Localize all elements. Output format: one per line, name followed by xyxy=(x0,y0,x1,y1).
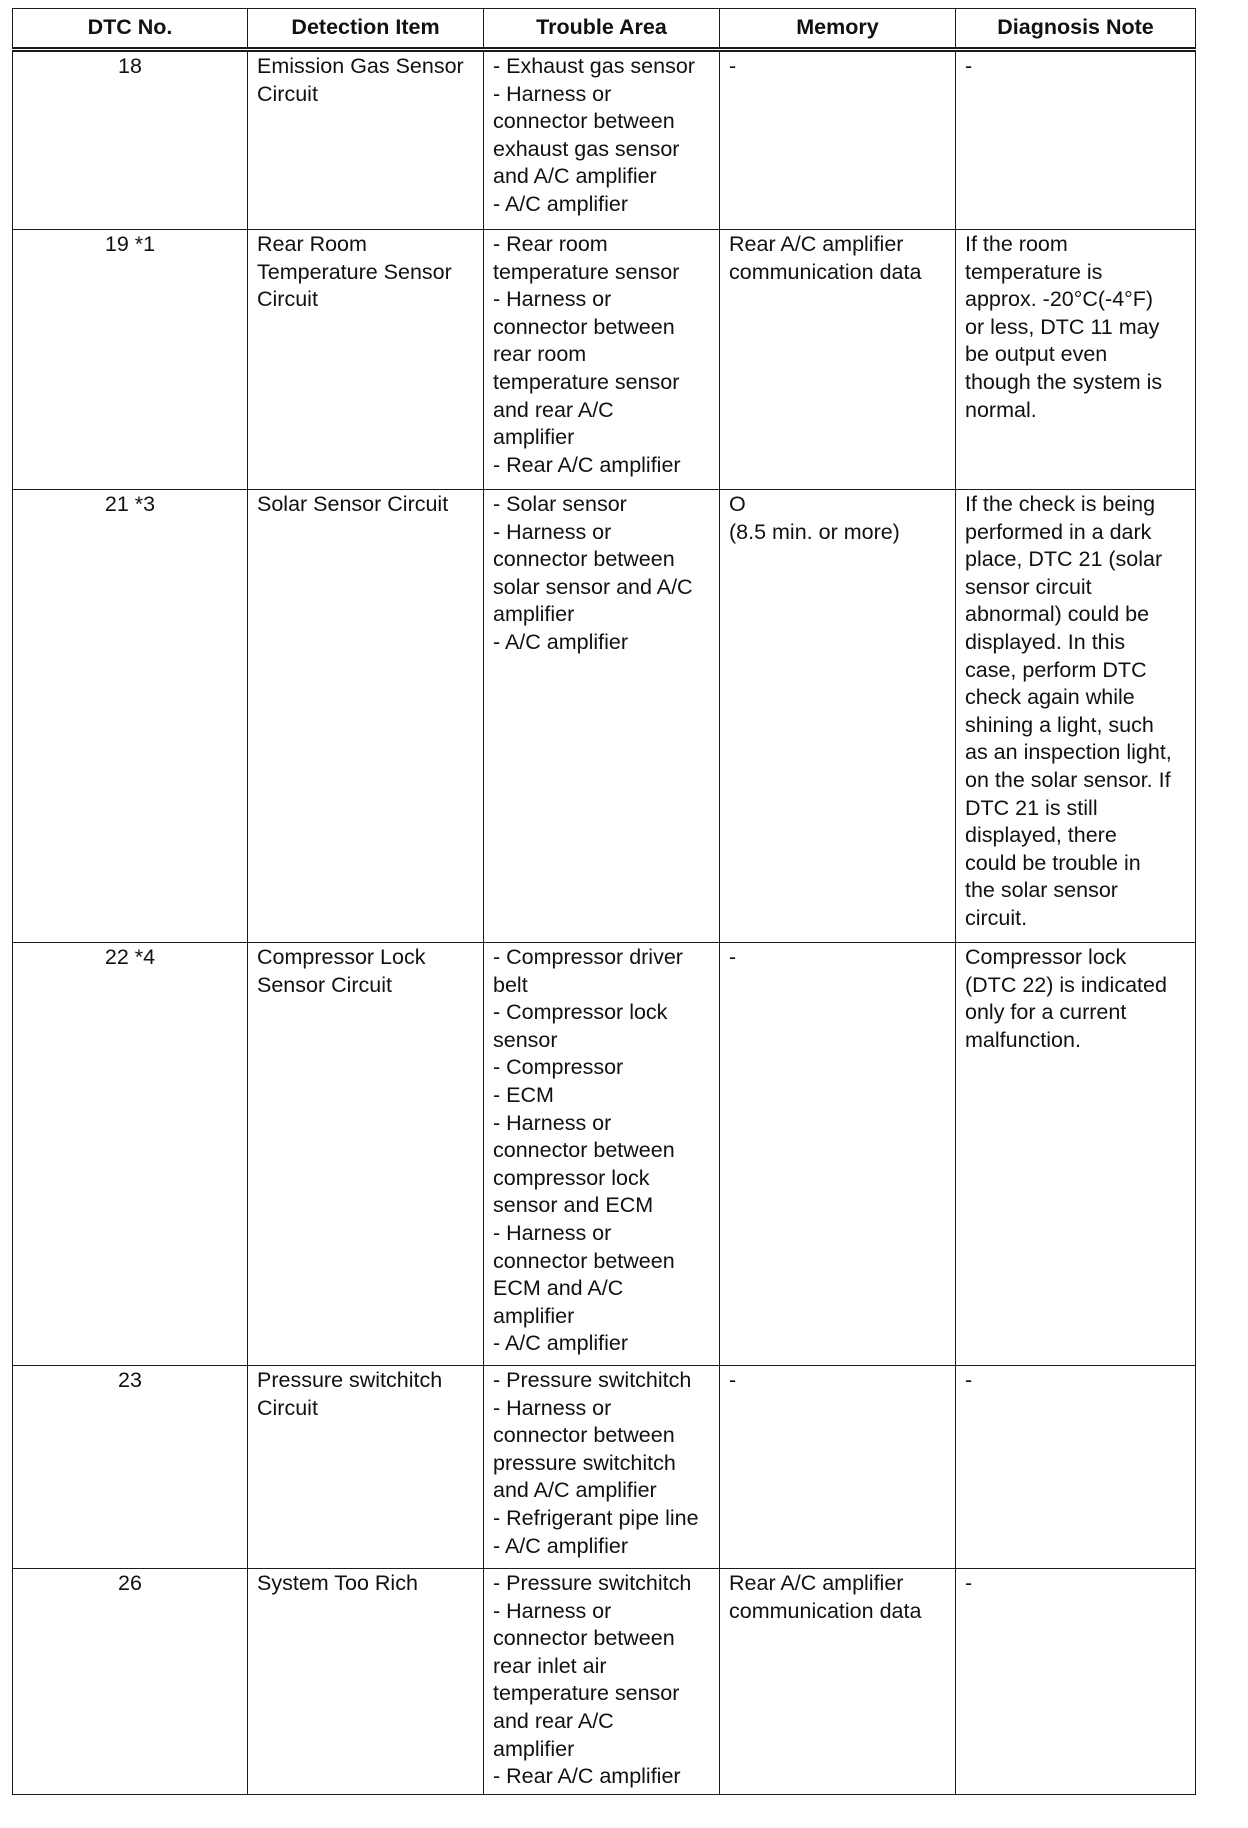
memory-cell: Rear A/C amplifier communication data xyxy=(720,1569,956,1795)
header-row xyxy=(13,9,1196,50)
dtc-number-cell: 22 *4 xyxy=(13,943,248,1366)
detection-item-cell: Compressor Lock Sensor Circuit xyxy=(248,943,484,1366)
detection-item-cell: Solar Sensor Circuit xyxy=(248,490,484,943)
diagnosis-note-cell: If the check is being performed in a dark place, DTC 21 (solar sensor circuit abnormal) could be displayed. In this case, perform DTC check again while shining a light, such as an inspection light, on the solar sensor. If DTC 21 is still displayed, there could be trouble in the solar sensor circuit. xyxy=(956,490,1196,943)
trouble-area-cell: - Exhaust gas sensor - Harness or connector between exhaust gas sensor and A/C amplifier - A/C amplifier xyxy=(484,50,720,230)
dtc-number-cell: 18 xyxy=(13,50,248,230)
diagnosis-note-cell: - xyxy=(956,1366,1196,1569)
header-dtc-no: DTC No. xyxy=(13,9,248,50)
header-trouble-area: Trouble Area xyxy=(484,9,720,50)
trouble-area-cell: - Pressure switchitch - Harness or connector between rear inlet air temperature sensor and rear A/C amplifier - Rear A/C amplifier xyxy=(484,1569,720,1795)
table-row xyxy=(13,230,1196,490)
table-row xyxy=(13,943,1196,1366)
header-detection-item: Detection Item xyxy=(248,9,484,50)
table-row xyxy=(13,50,1196,230)
header-memory: Memory xyxy=(720,9,956,50)
memory-cell: - xyxy=(720,1366,956,1569)
dtc-number-cell: 21 *3 xyxy=(13,490,248,943)
dtc-table xyxy=(12,8,1196,1795)
table-row xyxy=(13,1569,1196,1795)
diagnosis-note-cell: Compressor lock (DTC 22) is indicated only for a current malfunction. xyxy=(956,943,1196,1366)
diagnosis-note-cell: - xyxy=(956,50,1196,230)
table-row xyxy=(13,490,1196,943)
dtc-number-cell: 26 xyxy=(13,1569,248,1795)
detection-item-cell: Emission Gas Sensor Circuit xyxy=(248,50,484,230)
diagnosis-note-cell: If the room temperature is approx. -20°C(-4°F) or less, DTC 11 may be output even though the system is normal. xyxy=(956,230,1196,490)
detection-item-cell: Pressure switchitch Circuit xyxy=(248,1366,484,1569)
header-diagnosis-note: Diagnosis Note xyxy=(956,9,1196,50)
detection-item-cell: System Too Rich xyxy=(248,1569,484,1795)
memory-cell: - xyxy=(720,50,956,230)
trouble-area-cell: - Rear room temperature sensor - Harness or connector between rear room temperature sensor and rear A/C amplifier - Rear A/C amplifier xyxy=(484,230,720,490)
trouble-area-cell: - Compressor driver belt - Compressor lock sensor - Compressor - ECM - Harness or connector between compressor lock sensor and ECM - Harness or connector between ECM and A/C amplifier - A/C amplifier xyxy=(484,943,720,1366)
memory-cell: Rear A/C amplifier communication data xyxy=(720,230,956,490)
detection-item-cell: Rear Room Temperature Sensor Circuit xyxy=(248,230,484,490)
memory-cell: O (8.5 min. or more) xyxy=(720,490,956,943)
trouble-area-cell: - Pressure switchitch - Harness or connector between pressure switchitch and A/C amplifier - Refrigerant pipe line - A/C amplifier xyxy=(484,1366,720,1569)
trouble-area-cell: - Solar sensor - Harness or connector between solar sensor and A/C amplifier - A/C amplifier xyxy=(484,490,720,943)
table-row xyxy=(13,1366,1196,1569)
diagnosis-note-cell: - xyxy=(956,1569,1196,1795)
dtc-number-cell: 23 xyxy=(13,1366,248,1569)
dtc-number-cell: 19 *1 xyxy=(13,230,248,490)
memory-cell: - xyxy=(720,943,956,1366)
